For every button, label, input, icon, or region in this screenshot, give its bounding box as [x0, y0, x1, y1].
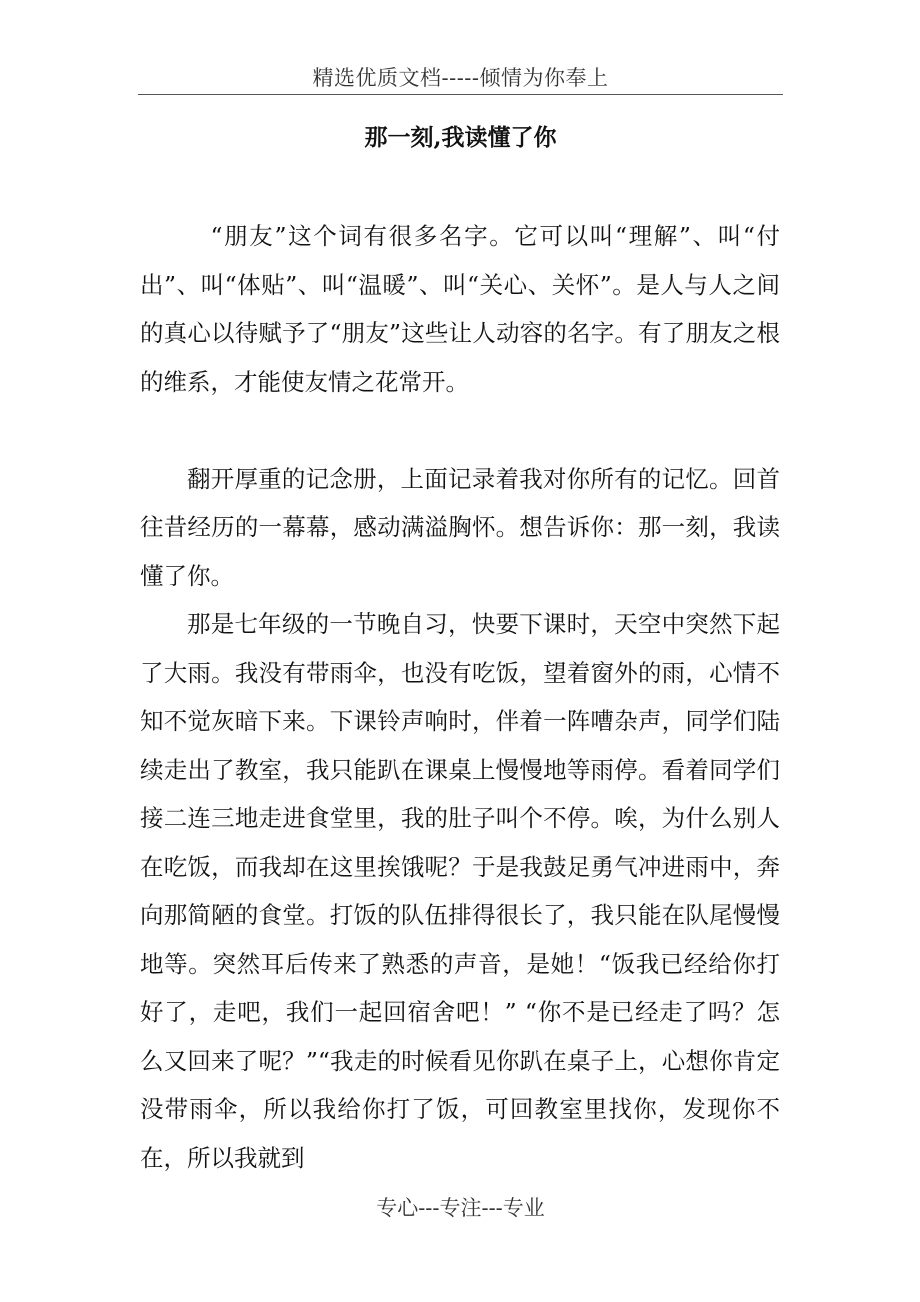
paragraph-2: 翻开厚重的记念册，上面记录着我对你所有的记忆。回首往昔经历的一幕幕，感动满溢胸怀。想告诉你：那一刻，我读懂了你。 — [140, 464, 780, 590]
header-divider — [138, 94, 783, 95]
document-title: 那一刻,我读懂了你 — [364, 124, 557, 151]
paragraph-gap — [140, 406, 780, 455]
page-footer: 专心---专注---专业 — [376, 1196, 545, 1220]
document-body — [140, 212, 780, 1182]
paragraph-3: 那是七年级的一节晚自习，快要下课时，天空中突然下起了大雨。我没有带雨伞，也没有吃饭，望着窗外的雨，心情不知不觉灰暗下来。下课铃声响时，伴着一阵嘈杂声，同学们陆续走出了教室，我只能趴在课桌上慢慢地等雨停。看着同学们接二连三地走进食堂里，我的肚子叫个不停。唉，为什么别人在吃饭，而我却在这里挨饿呢？于是我鼓足勇气冲进雨中，奔向那简陋的食堂。打饭的队伍排得很长了，我只能在队尾慢慢地等。突然耳后传来了熟悉的声音，是她！“饭我已经给你打好了，走吧，我们一起回宿舍吧！” “你不是已经走了吗？怎么又回来了呢？”“我走的时候看见你趴在桌子上，心想你肯定没带雨伞，所以我给你打了饭，可回教室里找你，发现你不在，所以我就到 — [140, 610, 780, 1172]
page-header: 精选优质文档-----倾情为你奉上 — [312, 66, 609, 90]
paragraph-1: “朋友”这个词有很多名字。它可以叫“理解”、叫“付出”、叫“体贴”、叫“温暖”、叫“关心、关怀”。是人与人之间的真心以待赋予了“朋友”这些让人动容的名字。有了朋友之根的维系，才能使友情之花常开。 — [140, 222, 780, 396]
